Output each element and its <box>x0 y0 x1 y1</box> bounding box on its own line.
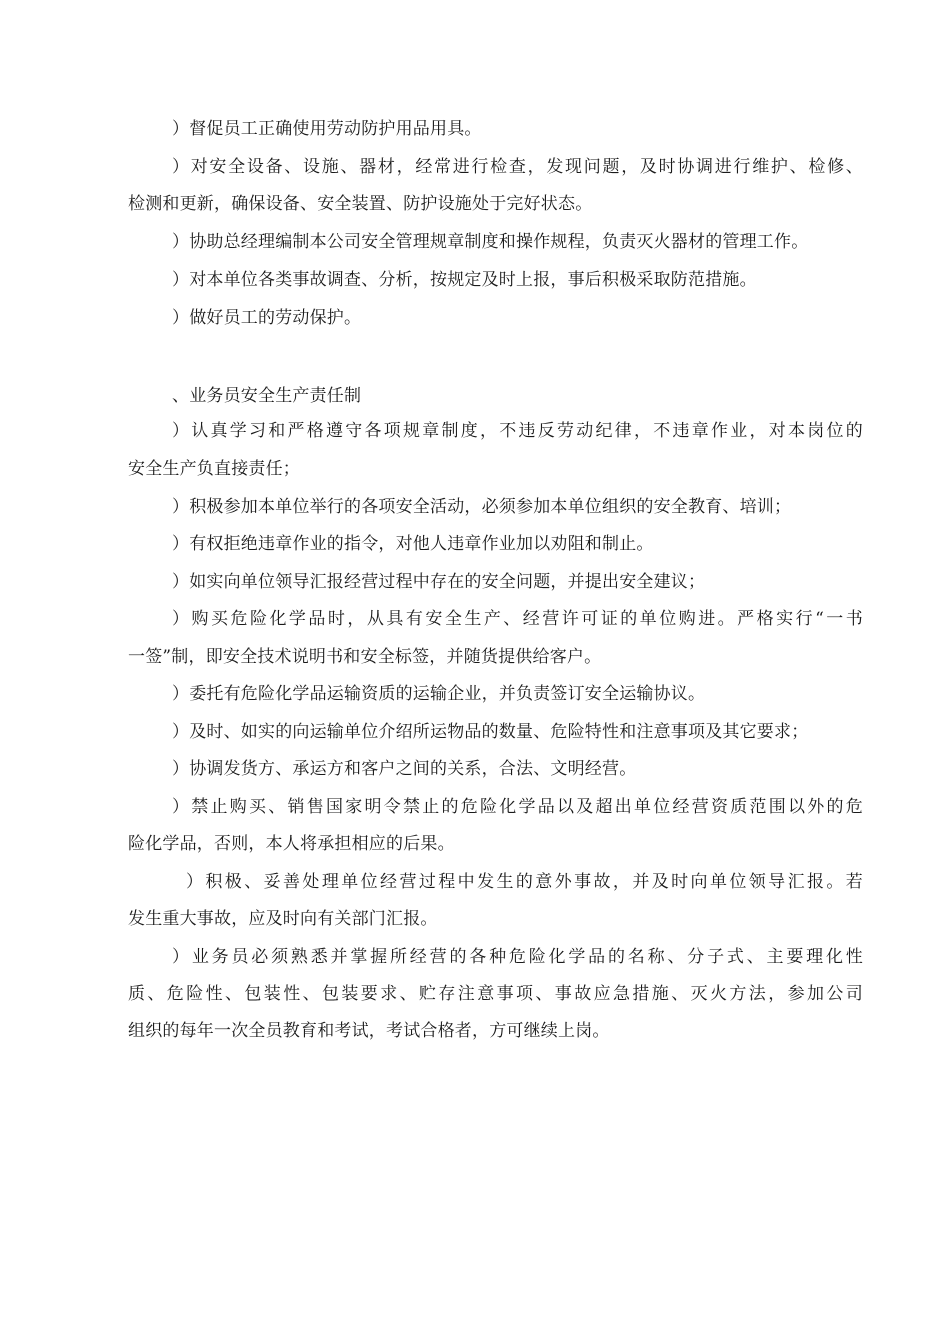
section2-item-1-line-2: 安全生产负直接责任； <box>128 459 300 479</box>
section2-item-9-line-2: 险化学品，否则，本人将承担相应的后果。 <box>128 834 455 854</box>
section2-item-5-line-1: ）购买危险化学品时，从具有安全生产、经营许可证的单位购进。严格实行“一书 <box>172 609 863 629</box>
section2-item-3-line-1: ）有权拒绝违章作业的指令，对他人违章作业加以劝阻和制止。 <box>172 534 654 554</box>
section1-item-4-line-1: ）对本单位各类事故调查、分析，按规定及时上报，事后积极采取防范措施。 <box>172 270 757 290</box>
section2-item-10-line-1: ）积极、妥善处理单位经营过程中发生的意外事故，并及时向单位领导汇报。若 <box>186 872 863 892</box>
section2-item-7-line-1: ）及时、如实的向运输单位介绍所运物品的数量、危险特性和注意事项及其它要求； <box>172 722 809 742</box>
section2-heading: 、业务员安全生产责任制 <box>172 386 362 406</box>
section2-item-1-line-1: ）认真学习和严格遵守各项规章制度，不违反劳动纪律，不违章作业，对本岗位的 <box>172 421 863 441</box>
section2-item-11-line-2: 质、危险性、包装性、包装要求、贮存注意事项、事故应急措施、灭火方法，参加公司 <box>128 984 863 1004</box>
section2-item-4-line-1: ）如实向单位领导汇报经营过程中存在的安全问题，并提出安全建议； <box>172 572 706 592</box>
section2-item-11-line-3: 组织的每年一次全员教育和考试，考试合格者，方可继续上岗。 <box>128 1021 610 1041</box>
section1-item-2-line-1: ）对安全设备、设施、器材，经常进行检查，发现问题，及时协调进行维护、检修、 <box>172 157 863 177</box>
section2-item-9-line-1: ）禁止购买、销售国家明令禁止的危险化学品以及超出单位经营资质范围以外的危 <box>172 797 863 817</box>
section1-item-1-line-1: ）督促员工正确使用劳动防护用品用具。 <box>172 119 482 139</box>
section1-item-3-line-1: ）协助总经理编制本公司安全管理规章制度和操作规程，负责灭火器材的管理工作。 <box>172 232 809 252</box>
section2-item-6-line-1: ）委托有危险化学品运输资质的运输企业，并负责签订安全运输协议。 <box>172 684 706 704</box>
section2-item-2-line-1: ）积极参加本单位举行的各项安全活动，必须参加本单位组织的安全教育、培训； <box>172 497 792 517</box>
section1-item-5-line-1: ）做好员工的劳动保护。 <box>172 308 362 328</box>
section1-item-2-line-2: 检测和更新，确保设备、安全装置、防护设施处于完好状态。 <box>128 194 593 214</box>
section2-item-10-line-2: 发生重大事故，应及时向有关部门汇报。 <box>128 909 438 929</box>
section2-item-11-line-1: ）业务员必须熟悉并掌握所经营的各种危险化学品的名称、分子式、主要理化性 <box>172 947 863 967</box>
section2-item-5-line-2: 一签”制，即安全技术说明书和安全标签，并随货提供给客户。 <box>128 647 602 667</box>
section2-item-8-line-1: ）协调发货方、承运方和客户之间的关系，合法、文明经营。 <box>172 759 637 779</box>
